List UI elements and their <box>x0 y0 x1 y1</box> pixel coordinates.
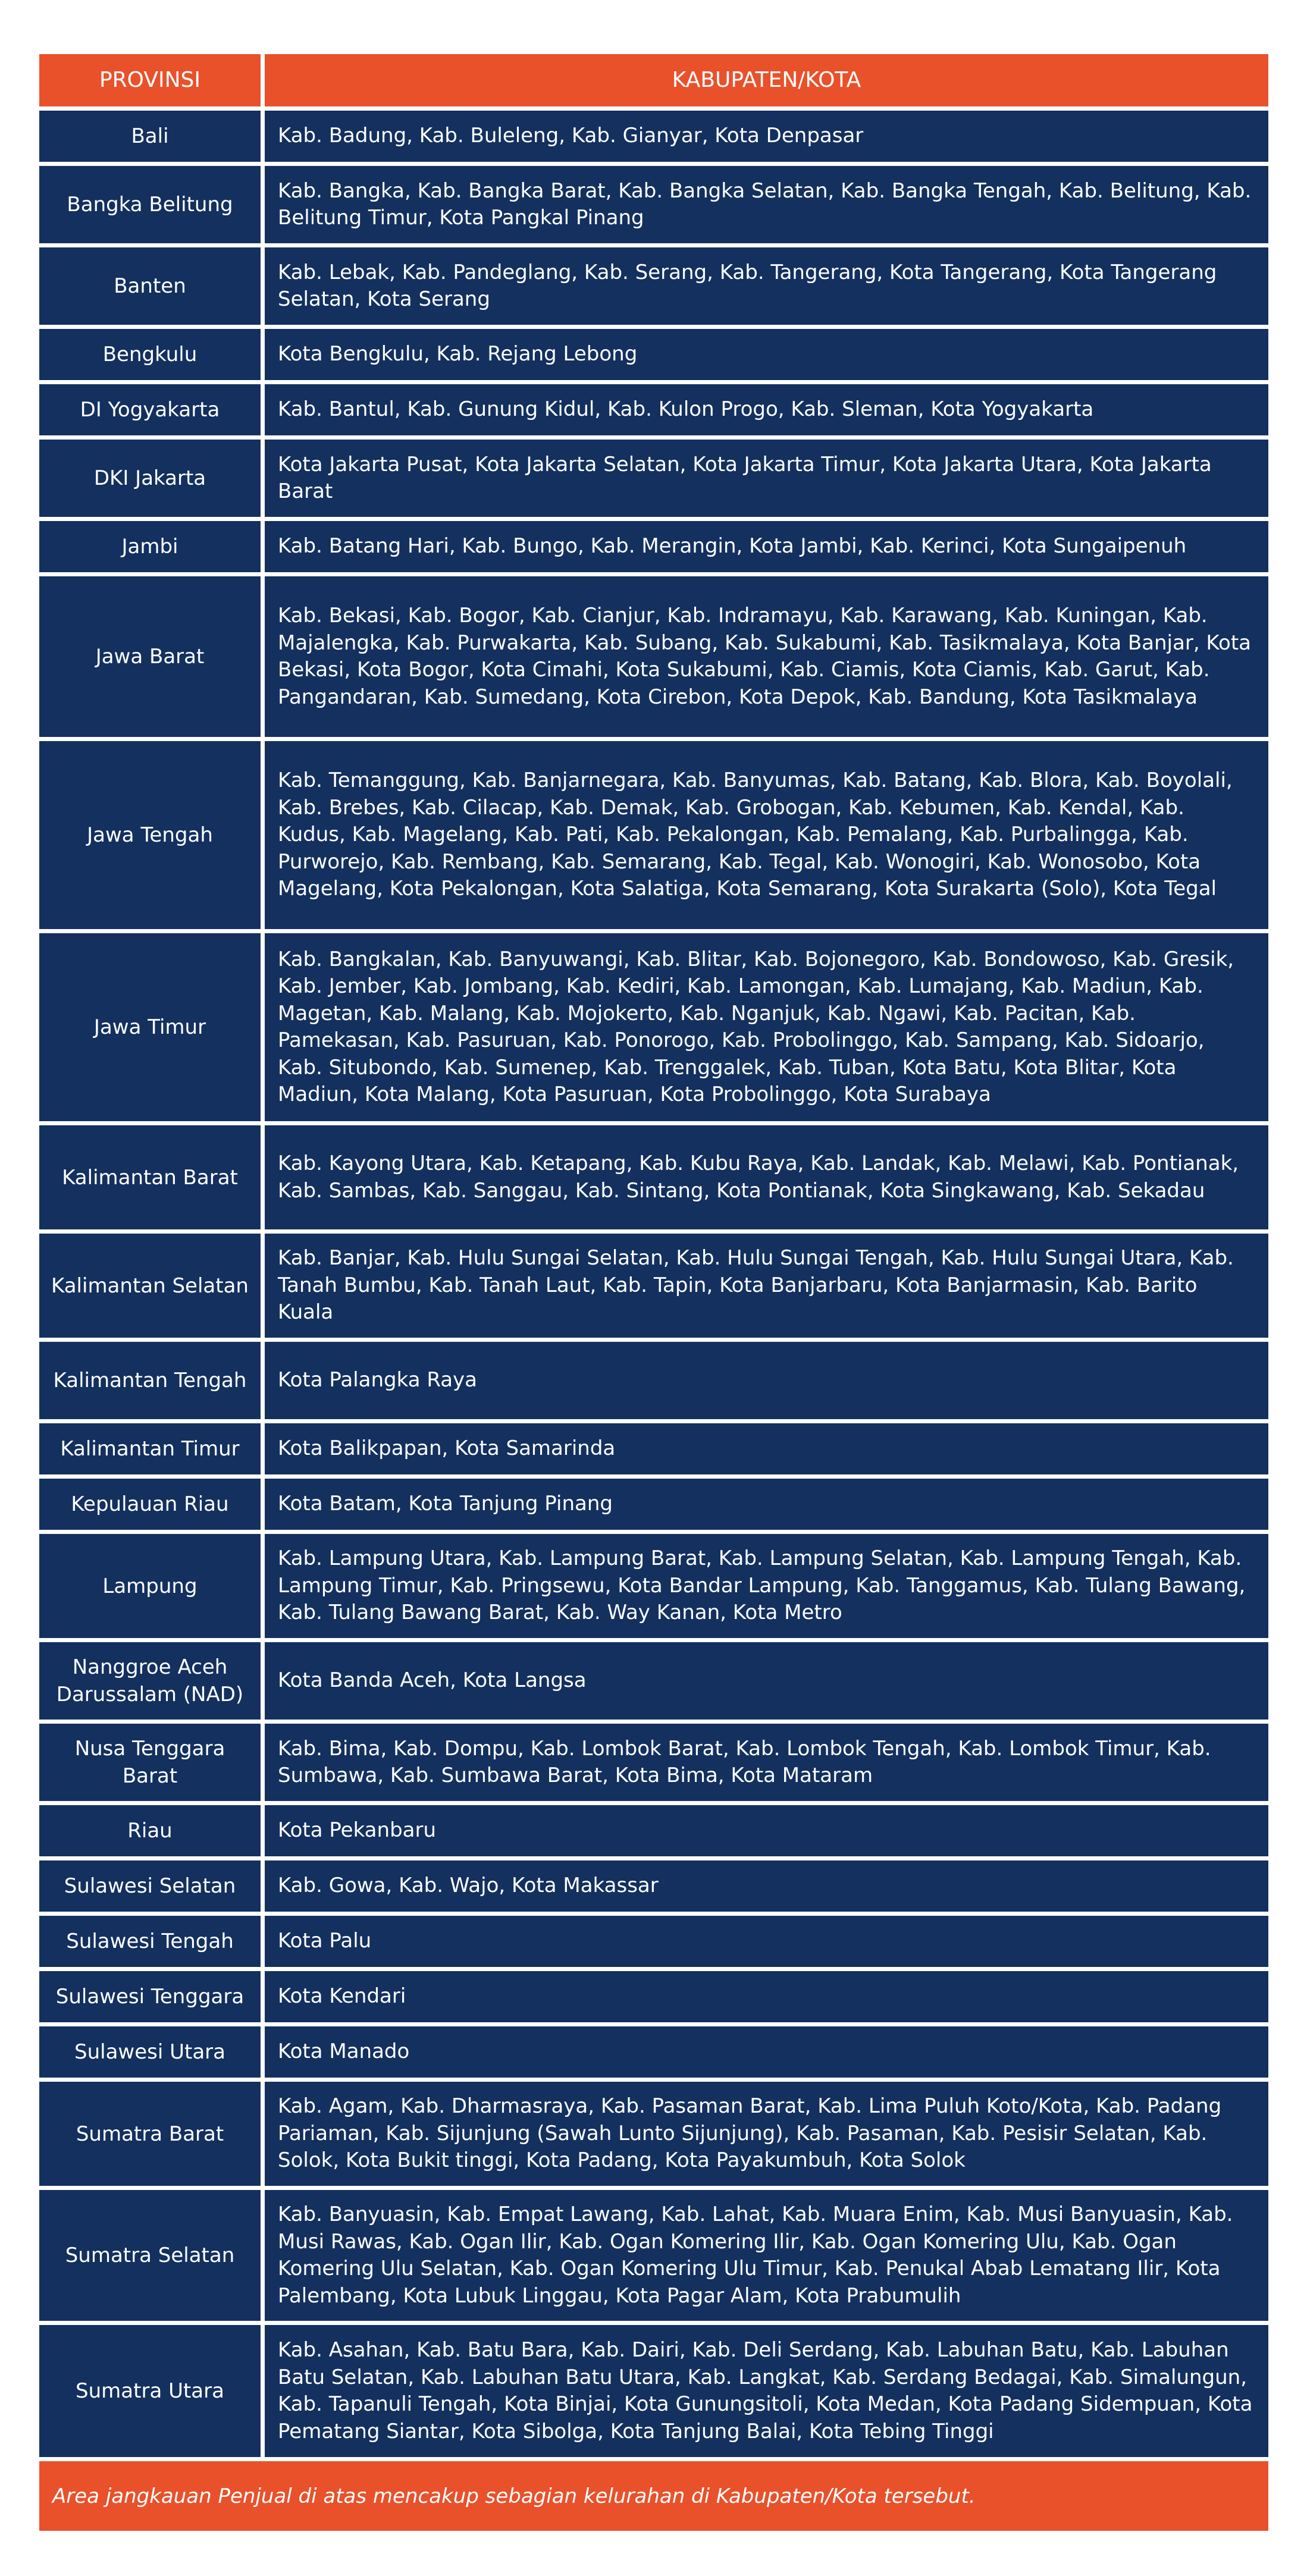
kabupaten-cell: Kab. Bangkalan, Kab. Banyuwangi, Kab. Blitar, Kab. Bojonegoro, Kab. Bondowoso, Kab. Gresik, Kab. Jember, Kab. Jombang, Kab. Kediri, Kab. Lamongan, Kab. Lumajang, Kab. Madiun, Kab. Magetan, Kab. Malang, Kab. Mojokerto, Kab. Nganjuk, Kab. Ngawi, Kab. Pacitan, Kab. Pamekasan, Kab. Pasuruan, Kab. Ponorogo, Kab. Probolinggo, Kab. Sampang, Kab. Sidoarjo, Kab. Situbondo, Kab. Sumenep, Kab. Trenggalek, Kab. Tuban, Kota Batu, Kota Blitar, Kota Madiun, Kota Malang, Kota Pasuruan, Kota Probolinggo, Kota Surabaya <box>265 933 1268 1121</box>
kabupaten-cell: Kota Pekanbaru <box>265 1805 1268 1856</box>
kabupaten-cell: Kab. Bima, Kab. Dompu, Kab. Lombok Barat, Kab. Lombok Tengah, Kab. Lombok Timur, Kab. Sumbawa, Kab. Sumbawa Barat, Kota Bima, Kota Mataram <box>265 1724 1268 1801</box>
table-row <box>39 2082 1268 2186</box>
table-row <box>39 384 1268 435</box>
table-row <box>39 1423 1268 1474</box>
table-row <box>39 1479 1268 1530</box>
header-provinsi: PROVINSI <box>39 54 261 106</box>
provinsi-cell: Jawa Barat <box>39 576 261 737</box>
kabupaten-cell: Kota Jakarta Pusat, Kota Jakarta Selatan, Kota Jakarta Timur, Kota Jakarta Utara, Kota Jakarta Barat <box>265 440 1268 517</box>
provinsi-cell: Sulawesi Utara <box>39 2026 261 2078</box>
table-header <box>39 54 1268 106</box>
kabupaten-cell: Kab. Lebak, Kab. Pandeglang, Kab. Serang, Kab. Tangerang, Kota Tangerang, Kota Tangerang Selatan, Kota Serang <box>265 247 1268 325</box>
kabupaten-cell: Kota Batam, Kota Tanjung Pinang <box>265 1479 1268 1530</box>
table-row <box>39 2190 1268 2321</box>
table-row <box>39 1342 1268 1419</box>
provinsi-cell: Jawa Timur <box>39 933 261 1121</box>
provinsi-cell: Kalimantan Barat <box>39 1125 261 1229</box>
provinsi-cell: Kepulauan Riau <box>39 1479 261 1530</box>
table-row <box>39 2026 1268 2078</box>
provinsi-cell: Bali <box>39 111 261 162</box>
provinsi-cell: Riau <box>39 1805 261 1856</box>
table-row <box>39 1125 1268 1229</box>
provinsi-cell: Kalimantan Tengah <box>39 1342 261 1419</box>
provinsi-cell: Sumatra Barat <box>39 2082 261 2186</box>
table-row <box>39 933 1268 1121</box>
table-row <box>39 521 1268 572</box>
kabupaten-cell: Kota Palangka Raya <box>265 1342 1268 1419</box>
provinsi-cell: DI Yogyakarta <box>39 384 261 435</box>
provinsi-cell: Sulawesi Selatan <box>39 1860 261 1912</box>
kabupaten-cell: Kab. Bantul, Kab. Gunung Kidul, Kab. Kulon Progo, Kab. Sleman, Kota Yogyakarta <box>265 384 1268 435</box>
kabupaten-cell: Kota Balikpapan, Kota Samarinda <box>265 1423 1268 1474</box>
table-row <box>39 329 1268 380</box>
kabupaten-cell: Kab. Asahan, Kab. Batu Bara, Kab. Dairi, Kab. Deli Serdang, Kab. Labuhan Batu, Kab. Labuhan Batu Selatan, Kab. Labuhan Batu Utara, Kab. Langkat, Kab. Serdang Bedagai, Kab. Simalungun, Kab. Tapanuli Tengah, Kota Binjai, Kota Gunungsitoli, Kota Medan, Kota Padang Sidempuan, Kota Pematang Siantar, Kota Sibolga, Kota Tanjung Balai, Kota Tebing Tinggi <box>265 2325 1268 2457</box>
table-row <box>39 1805 1268 1856</box>
table-row <box>39 166 1268 243</box>
kabupaten-cell: Kab. Banjar, Kab. Hulu Sungai Selatan, Kab. Hulu Sungai Tengah, Kab. Hulu Sungai Utara, Kab. Tanah Bumbu, Kab. Tanah Laut, Kab. Tapin, Kota Banjarbaru, Kota Banjarmasin, Kab. Barito Kuala <box>265 1234 1268 1338</box>
provinsi-cell: Jawa Tengah <box>39 741 261 929</box>
kabupaten-cell: Kab. Batang Hari, Kab. Bungo, Kab. Merangin, Kota Jambi, Kab. Kerinci, Kota Sungaipenuh <box>265 521 1268 572</box>
kabupaten-cell: Kab. Banyuasin, Kab. Empat Lawang, Kab. Lahat, Kab. Muara Enim, Kab. Musi Banyuasin, Kab. Musi Rawas, Kab. Ogan Ilir, Kab. Ogan Komering Ilir, Kab. Ogan Komering Ulu, Kab. Ogan Komering Ulu Selatan, Kab. Ogan Komering Ulu Timur, Kab. Penukal Abab Lematang Ilir, Kota Palembang, Kota Lubuk Linggau, Kota Pagar Alam, Kota Prabumulih <box>265 2190 1268 2321</box>
kabupaten-cell: Kab. Temanggung, Kab. Banjarnegara, Kab. Banyumas, Kab. Batang, Kab. Blora, Kab. Boyolali, Kab. Brebes, Kab. Cilacap, Kab. Demak, Kab. Grobogan, Kab. Kebumen, Kab. Kendal, Kab. Kudus, Kab. Magelang, Kab. Pati, Kab. Pekalongan, Kab. Pemalang, Kab. Purbalingga, Kab. Purworejo, Kab. Rembang, Kab. Semarang, Kab. Tegal, Kab. Wonogiri, Kab. Wonosobo, Kota Magelang, Kota Pekalongan, Kota Salatiga, Kota Semarang, Kota Surakarta (Solo), Kota Tegal <box>265 741 1268 929</box>
kabupaten-cell: Kota Banda Aceh, Kota Langsa <box>265 1642 1268 1720</box>
header-kabupaten: KABUPATEN/KOTA <box>265 54 1268 106</box>
kabupaten-cell: Kab. Bekasi, Kab. Bogor, Kab. Cianjur, Kab. Indramayu, Kab. Karawang, Kab. Kuningan, Kab. Majalengka, Kab. Purwakarta, Kab. Subang, Kab. Sukabumi, Kab. Tasikmalaya, Kota Banjar, Kota Bekasi, Kota Bogor, Kota Cimahi, Kota Sukabumi, Kab. Ciamis, Kota Ciamis, Kab. Garut, Kab. Pangandaran, Kab. Sumedang, Kota Cirebon, Kota Depok, Kab. Bandung, Kota Tasikmalaya <box>265 576 1268 737</box>
provinsi-cell: Banten <box>39 247 261 325</box>
table-row <box>39 1642 1268 1720</box>
table-body <box>39 111 1268 2457</box>
provinsi-cell: Lampung <box>39 1534 261 1638</box>
kabupaten-cell: Kab. Kayong Utara, Kab. Ketapang, Kab. Kubu Raya, Kab. Landak, Kab. Melawi, Kab. Pontianak, Kab. Sambas, Kab. Sanggau, Kab. Sintang, Kota Pontianak, Kota Singkawang, Kab. Sekadau <box>265 1125 1268 1229</box>
table-row <box>39 1724 1268 1801</box>
provinsi-cell: Bangka Belitung <box>39 166 261 243</box>
table-row <box>39 576 1268 737</box>
table-row <box>39 1860 1268 1912</box>
footer-note: Area jangkauan Penjual di atas mencakup sebagian kelurahan di Kabupaten/Kota tersebut. <box>39 2461 1268 2531</box>
table-row <box>39 1971 1268 2022</box>
provinsi-cell: Kalimantan Selatan <box>39 1234 261 1338</box>
kabupaten-cell: Kab. Gowa, Kab. Wajo, Kota Makassar <box>265 1860 1268 1912</box>
provinsi-cell: Sumatra Utara <box>39 2325 261 2457</box>
table-row <box>39 111 1268 162</box>
table-row <box>39 741 1268 929</box>
kabupaten-cell: Kota Bengkulu, Kab. Rejang Lebong <box>265 329 1268 380</box>
table-row <box>39 2325 1268 2457</box>
kabupaten-cell: Kab. Badung, Kab. Buleleng, Kab. Gianyar, Kota Denpasar <box>265 111 1268 162</box>
provinsi-cell: Sulawesi Tenggara <box>39 1971 261 2022</box>
provinsi-cell: Bengkulu <box>39 329 261 380</box>
table-row <box>39 1234 1268 1338</box>
provinsi-cell: Sulawesi Tengah <box>39 1916 261 1967</box>
kabupaten-cell: Kota Kendari <box>265 1971 1268 2022</box>
kabupaten-cell: Kab. Lampung Utara, Kab. Lampung Barat, Kab. Lampung Selatan, Kab. Lampung Tengah, Kab. Lampung Timur, Kab. Pringsewu, Kota Bandar Lampung, Kab. Tanggamus, Kab. Tulang Bawang, Kab. Tulang Bawang Barat, Kab. Way Kanan, Kota Metro <box>265 1534 1268 1638</box>
kabupaten-cell: Kab. Agam, Kab. Dharmasraya, Kab. Pasaman Barat, Kab. Lima Puluh Koto/Kota, Kab. Padang Pariaman, Kab. Sijunjung (Sawah Lunto Sijunjung), Kab. Pasaman, Kab. Pesisir Selatan, Kab. Solok, Kota Bukit tinggi, Kota Padang, Kota Payakumbuh, Kota Solok <box>265 2082 1268 2186</box>
provinsi-cell: DKI Jakarta <box>39 440 261 517</box>
kabupaten-cell: Kota Palu <box>265 1916 1268 1967</box>
kabupaten-cell: Kota Manado <box>265 2026 1268 2078</box>
provinsi-cell: Sumatra Selatan <box>39 2190 261 2321</box>
table-row <box>39 440 1268 517</box>
table-row <box>39 1916 1268 1967</box>
provinsi-cell: Kalimantan Timur <box>39 1423 261 1474</box>
table-row <box>39 247 1268 325</box>
table-row <box>39 1534 1268 1638</box>
coverage-table <box>39 54 1268 2531</box>
kabupaten-cell: Kab. Bangka, Kab. Bangka Barat, Kab. Bangka Selatan, Kab. Bangka Tengah, Kab. Belitung, Kab. Belitung Timur, Kota Pangkal Pinang <box>265 166 1268 243</box>
provinsi-cell: Nusa Tenggara Barat <box>39 1724 261 1801</box>
provinsi-cell: Jambi <box>39 521 261 572</box>
provinsi-cell: Nanggroe Aceh Darussalam (NAD) <box>39 1642 261 1720</box>
